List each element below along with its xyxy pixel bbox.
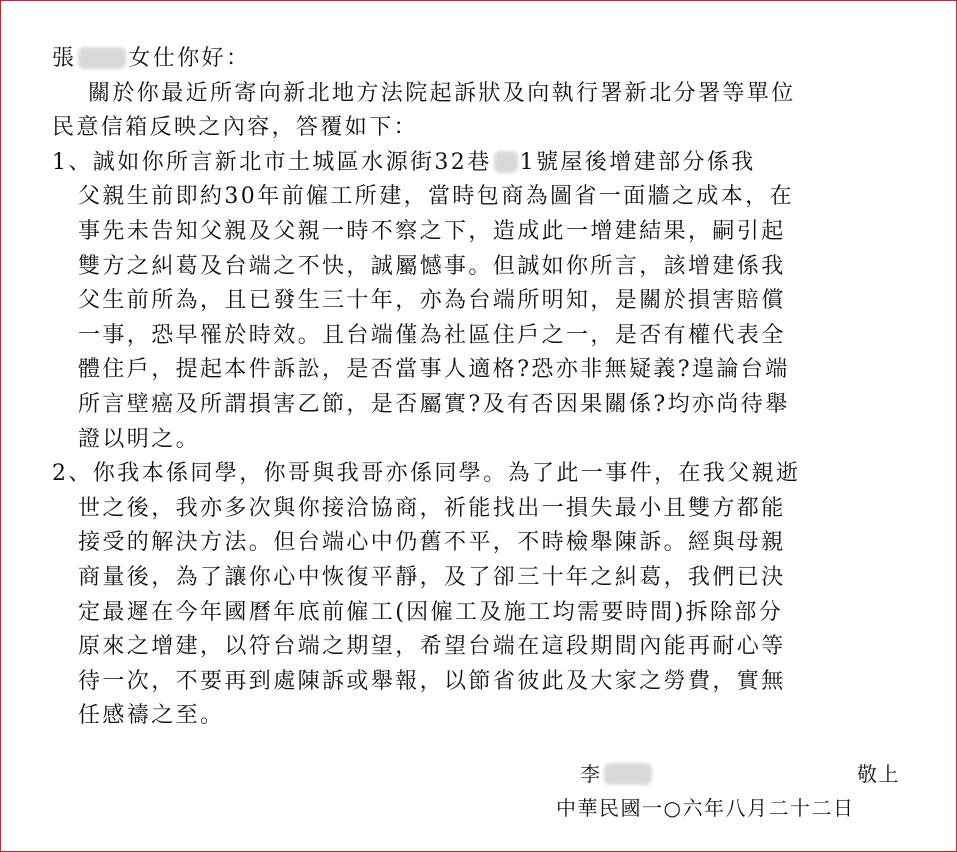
signer-name: 李 [580,762,602,786]
intro-line: 關於你最近所寄向新北地方法院起訴狀及向執行署新北分署等單位 [88,80,796,106]
redacted-signer-name [604,763,652,785]
item-1-suffix: 1號屋後增建部分係我 [519,149,756,175]
item-2-line: 定最遲在今年國曆年底前僱工(因僱工及施工均需要時間)拆除部分 [78,599,784,625]
redacted-address [494,151,518,173]
letter-date: 中華民國一○六年八月二十二日 [556,796,855,820]
item-1-line: 事先未告知父親及父親一時不察之下，造成此一增建結果，嗣引起 [78,218,786,244]
item-2-line: 任感禱之至。 [78,703,225,729]
closing-phrase: 敬上 [857,762,900,786]
letter-body [52,42,902,734]
item-1-line: 父生前所為，且已發生三十年，亦為台端所明知，是關於損害賠償 [78,288,786,314]
item-1-line: 雙方之糾葛及台端之不快，誠屬憾事。但誠如你所言，該增建係我 [78,253,786,279]
item-1-line: 所言壁癌及所謂損害乙節，是否屬實?及有否因果關係?均亦尚待舉 [78,391,790,417]
item-2-line: 接受的解決方法。但台端心中仍舊不平，不時檢舉陳訴。經與母親 [78,530,786,556]
item-2-line: 待一次，不要再到處陳訴或舉報，以節省彼此及大家之勞費，實無 [78,668,786,694]
salutation-prefix: 張 [52,46,77,71]
item-2-line: 世之後，我亦多次與你接洽協商，祈能找出一損失最小且雙方都能 [78,495,786,521]
intro-line: 民意信箱反映之內容，答覆如下： [52,115,419,141]
item-2-first-line: 2、你我本係同學，你哥與我哥亦係同學。為了此一事件，在我父親逝 [52,461,801,487]
item-1-first-line [52,146,902,181]
item-1-line: 一事，恐早罹於時效。且台端僅為社區住戶之一，是否有權代表全 [78,322,786,348]
signature-block [556,757,900,820]
item-2-line: 原來之增建，以符台端之期望，希望台端在這段期間內能再耐心等 [78,634,786,660]
item-2-line: 商量後，為了讓你心中恢復平靜，及了卻三十年之糾葛，我們已決 [78,564,786,590]
item-1-line: 父親生前即約30年前僱工所建，當時包商為圖省一面牆之成本，在 [78,184,794,210]
salutation [52,42,902,77]
signature-row [580,757,900,791]
item-1-line: 證以明之。 [78,426,201,452]
item-1-prefix: 1、誠如你所言新北市土城區水源街32巷 [52,149,492,175]
item-1-line: 體住戶，提起本件訴訟，是否當事人適格?恐亦非無疑義?遑論台端 [78,357,790,383]
redacted-name [78,47,126,69]
salutation-suffix: 女仕你好： [128,46,251,71]
